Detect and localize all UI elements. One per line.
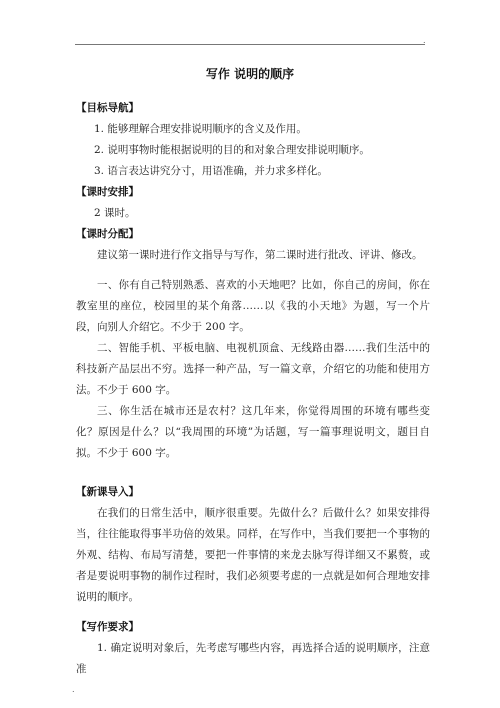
section-heading-intro: 【新课导入】 <box>76 486 139 498</box>
requirements-text: 1. 确定说明对象后，先考虑写哪些内容，再选择合适的说明顺序，注意准 <box>76 642 430 675</box>
writing-task: 三、你生活在城市还是农村？这几年来，你觉得周围的环境有哪些变化？原因是什么？以“我周围的环境”为话题，写一篇事理说明文，题目自拟。不少于 600 字。 <box>76 405 430 459</box>
spacer <box>76 266 430 275</box>
objective-item: 2. 说明事物时能根据说明的目的和对象合理安排说明顺序。 <box>94 144 370 156</box>
schedule-value: 2 课时。 <box>94 207 136 219</box>
writing-task: 一、你有自己特别熟悉、喜欢的小天地吧？比如，你自己的房间，你在教室里的座位，校园里的某个角落……以《我的小天地》为题，写一个片段，向别人介绍它。不少于 200 字。 <box>76 279 430 333</box>
objective-item: 1. 能够理解合理安排说明顺序的含义及作用。 <box>94 123 307 135</box>
section-heading-objectives: 【目标导航】 <box>76 102 139 114</box>
section-heading-schedule: 【课时安排】 <box>76 186 139 198</box>
header-rule <box>75 44 425 45</box>
section-heading-allocation: 【课时分配】 <box>76 228 139 240</box>
writing-task: 二、智能手机、平板电脑、电视机顶盒、无线路由器……我们生活中的科技新产品层出不穷。选择一种产品，写一篇文章，介绍它的功能和使用方法。不少于 600 字。 <box>76 342 430 396</box>
objective-item: 3. 语言表达讲究分寸，用语准确，并力求多样化。 <box>94 165 328 177</box>
header-mark: . <box>423 36 426 45</box>
intro-text: 在我们的日常生活中，顺序很重要。先做什么？后做什么？如果安排得当，往往能取得事半功倍的效果。同样，在写作中，当我们要把一个事物的外观、结构、布局写清楚，要把一件事情的来龙去脉写得详细又不累赘，或者是要说明事物的制作过程时，我们必须要考虑的一点就是如何合理地安排说明的顺序。 <box>76 507 430 603</box>
spacer <box>76 608 430 617</box>
document-body <box>76 98 430 680</box>
page-title: 写作 说明的顺序 <box>205 67 295 81</box>
allocation-text: 建议第一课时进行作文指导与写作，第二课时进行批改、评讲、修改。 <box>97 249 423 261</box>
spacer <box>76 464 430 482</box>
footer-mark: . <box>72 685 75 694</box>
section-heading-requirements: 【写作要求】 <box>76 621 139 633</box>
